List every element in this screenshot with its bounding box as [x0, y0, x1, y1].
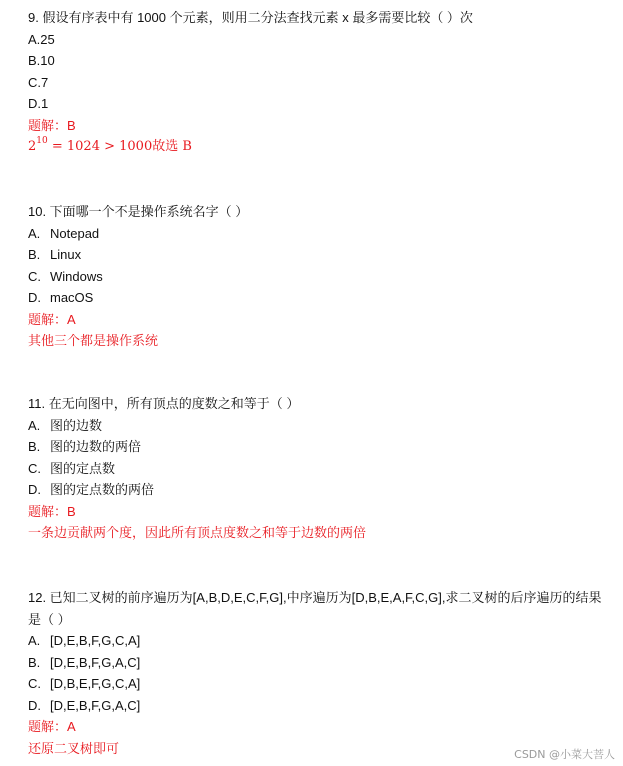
option-b: [28, 436, 366, 458]
option-b: [28, 652, 603, 674]
option-d: [28, 695, 603, 717]
option-d: D.1: [28, 96, 49, 111]
option-text: 图的边数的两倍: [50, 439, 142, 454]
answer-label: 题解：A: [28, 311, 76, 327]
option-letter: B.: [28, 439, 41, 454]
explanation: 其他三个都是操作系统: [28, 333, 159, 348]
answer-label: 题解：A: [28, 719, 76, 734]
option-a: [28, 223, 248, 245]
option-text: 图的边数: [50, 417, 103, 433]
option-text: Linux: [50, 247, 82, 262]
option-text: 图的定点数的两倍: [50, 482, 155, 497]
option-text: macOS: [50, 290, 94, 305]
option-text: [D,E,B,F,G,C,A]: [50, 633, 141, 648]
explanation-formula: [28, 136, 473, 158]
question-10: [28, 201, 248, 352]
option-letter: D.: [28, 290, 41, 305]
option-b: B.10: [28, 53, 55, 68]
option-text: [D,B,E,F,G,C,A]: [50, 676, 141, 691]
option-text: [D,E,B,F,G,A,C]: [50, 697, 141, 713]
explanation: 还原二叉树即可: [28, 740, 120, 756]
formula-exponent: 10: [36, 136, 48, 146]
option-a: [28, 630, 603, 652]
option-d: [28, 479, 366, 501]
question-stem: 9. 假设有序表中有 1000 个元素，则用二分法查找元素 x 最多需要比较（ ）次: [28, 10, 473, 25]
option-letter: D.: [28, 482, 41, 497]
option-letter: C.: [28, 676, 41, 691]
option-text: Notepad: [50, 225, 100, 241]
question-11: [28, 393, 366, 544]
option-letter: A.: [28, 633, 41, 648]
option-c: [28, 266, 248, 288]
question-stem: 11. 在无向图中，所有顶点的度数之和等于（ ）: [28, 396, 300, 411]
question-stem: 10. 下面哪一个不是操作系统名字（ ）: [28, 204, 249, 219]
option-c: [28, 458, 366, 480]
question-stem: 12. 已知二叉树的前序遍历为[A,B,D,E,C,F,G],中序遍历为[D,B,E,A,F,C,G],求二叉树的后序遍历的结果是（ ）: [28, 590, 602, 627]
option-text: Windows: [50, 268, 103, 284]
explanation: 一条边贡献两个度，因此所有顶点度数之和等于边数的两倍: [28, 525, 367, 540]
option-c: C.7: [28, 74, 49, 90]
option-letter: B.: [28, 654, 41, 670]
option-a: A.25: [28, 31, 55, 47]
option-a: [28, 415, 366, 437]
option-letter: C.: [28, 460, 41, 476]
option-letter: C.: [28, 268, 41, 284]
option-text: 图的定点数: [50, 460, 116, 476]
answer-label: 题解：B: [28, 117, 76, 133]
formula-base: 2: [28, 139, 37, 154]
option-c: [28, 673, 603, 695]
formula-rest: = 1024 > 1000故选 B: [47, 139, 192, 154]
option-letter: A.: [28, 417, 41, 433]
question-9: [28, 7, 473, 158]
option-letter: A.: [28, 225, 41, 241]
option-letter: D.: [28, 697, 41, 713]
option-d: [28, 287, 248, 309]
option-letter: B.: [28, 247, 41, 262]
watermark: CSDN @小菜大菩人: [514, 748, 615, 761]
option-text: [D,E,B,F,G,A,C]: [50, 654, 141, 670]
answer-label: 题解：B: [28, 503, 76, 519]
option-b: [28, 244, 248, 266]
question-12: [28, 587, 603, 759]
